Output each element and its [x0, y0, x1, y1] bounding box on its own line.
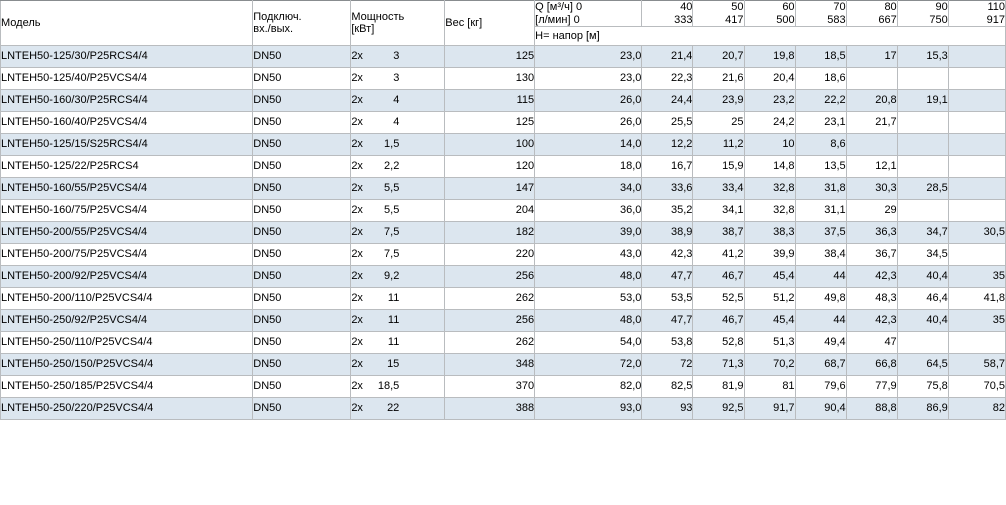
table-row[interactable]: [1, 90, 1006, 112]
table-row[interactable]: [1, 398, 1006, 420]
cell-head-4: 18,6: [795, 68, 846, 90]
cell-head-4: 23,1: [795, 112, 846, 134]
cell-head-2: 20,7: [693, 46, 744, 68]
cell-head-5: 20,8: [846, 90, 897, 112]
cell-head-3: 45,4: [744, 266, 795, 288]
table-row[interactable]: [1, 156, 1006, 178]
cell-head-6: [897, 200, 948, 222]
header-power-line1: Мощность: [351, 10, 405, 23]
header-flow-0-lmin: 0: [573, 13, 580, 26]
power-multiplier: 2х: [351, 314, 363, 327]
cell-model: LNTEH50-125/15/S25RCS4/4: [1, 134, 253, 156]
header-flow-q-m3h-row: [535, 1, 641, 14]
cell-head-2: 23,9: [693, 90, 744, 112]
cell-head-1: 25,5: [642, 112, 693, 134]
cell-head-0: 53,0: [535, 288, 642, 310]
cell-head-7: [948, 156, 1005, 178]
power-multiplier: 2х: [351, 270, 363, 283]
cell-head-6: 46,4: [897, 288, 948, 310]
table-row[interactable]: [1, 244, 1006, 266]
cell-model: LNTEH50-125/22/P25RCS4: [1, 156, 253, 178]
cell-power: [351, 112, 445, 134]
cell-head-3: 51,2: [744, 288, 795, 310]
power-value: 9,2: [384, 270, 400, 283]
power-multiplier: 2х: [351, 116, 363, 129]
cell-head-0: 23,0: [535, 46, 642, 68]
cell-head-0: 43,0: [535, 244, 642, 266]
cell-head-0: 34,0: [535, 178, 642, 200]
header-napor: H= напор [м]: [535, 27, 1006, 46]
cell-head-4: 68,7: [795, 354, 846, 376]
power-multiplier: 2х: [351, 94, 363, 107]
cell-head-0: 14,0: [535, 134, 642, 156]
power-multiplier: 2х: [351, 248, 363, 261]
cell-connection: DN50: [253, 200, 351, 222]
cell-weight: 125: [445, 112, 535, 134]
power-value: 15: [387, 358, 400, 371]
cell-head-4: 18,5: [795, 46, 846, 68]
cell-head-5: 30,3: [846, 178, 897, 200]
cell-head-0: 26,0: [535, 90, 642, 112]
cell-head-6: 28,5: [897, 178, 948, 200]
cell-head-1: 42,3: [642, 244, 693, 266]
cell-head-1: 47,7: [642, 310, 693, 332]
power-value: 22: [387, 402, 400, 415]
cell-head-3: 39,9: [744, 244, 795, 266]
cell-head-3: 70,2: [744, 354, 795, 376]
cell-model: LNTEH50-160/75/P25VCS4/4: [1, 200, 253, 222]
cell-head-5: 36,7: [846, 244, 897, 266]
header-flow-4-lmin: 583: [827, 13, 846, 26]
cell-head-4: 31,8: [795, 178, 846, 200]
header-flow-6-m3h: 90: [935, 1, 948, 13]
cell-model: LNTEH50-160/40/P25VCS4/4: [1, 112, 253, 134]
cell-head-0: 48,0: [535, 266, 642, 288]
cell-head-5: 12,1: [846, 156, 897, 178]
cell-head-2: 11,2: [693, 134, 744, 156]
cell-head-5: 77,9: [846, 376, 897, 398]
cell-head-6: 15,3: [897, 46, 948, 68]
cell-power: [351, 332, 445, 354]
header-model: Модель: [1, 1, 253, 46]
cell-power: [351, 90, 445, 112]
cell-model: LNTEH50-160/55/P25VCS4/4: [1, 178, 253, 200]
cell-head-4: 90,4: [795, 398, 846, 420]
header-flow-4: [795, 1, 846, 27]
cell-head-2: 46,7: [693, 310, 744, 332]
table-row[interactable]: [1, 376, 1006, 398]
power-value: 3: [393, 72, 400, 85]
cell-connection: DN50: [253, 112, 351, 134]
cell-head-7: 70,5: [948, 376, 1005, 398]
cell-head-2: 71,3: [693, 354, 744, 376]
cell-head-3: 32,8: [744, 178, 795, 200]
power-value: 2,2: [384, 160, 400, 173]
cell-weight: 388: [445, 398, 535, 420]
header-flow-0: [535, 1, 642, 27]
cell-head-4: 22,2: [795, 90, 846, 112]
cell-weight: 220: [445, 244, 535, 266]
cell-head-6: 40,4: [897, 310, 948, 332]
header-flow-7-m3h: 110: [987, 1, 1005, 13]
cell-weight: 115: [445, 90, 535, 112]
table-row[interactable]: [1, 200, 1006, 222]
cell-head-5: [846, 134, 897, 156]
cell-power: [351, 310, 445, 332]
cell-head-5: 42,3: [846, 310, 897, 332]
power-value: 4: [393, 116, 400, 129]
power-value: 5,5: [384, 204, 400, 217]
cell-head-5: 66,8: [846, 354, 897, 376]
cell-power: [351, 178, 445, 200]
header-flow-3-lmin: 500: [776, 13, 795, 26]
cell-head-3: 45,4: [744, 310, 795, 332]
table-header: [1, 1, 1006, 46]
cell-head-6: 34,7: [897, 222, 948, 244]
cell-model: LNTEH50-125/40/P25VCS4/4: [1, 68, 253, 90]
header-flow-3-m3h: 60: [782, 1, 795, 13]
cell-head-3: 81: [744, 376, 795, 398]
cell-head-0: 72,0: [535, 354, 642, 376]
cell-head-7: 35: [948, 310, 1005, 332]
cell-connection: DN50: [253, 332, 351, 354]
header-flow-6: [897, 1, 948, 27]
power-multiplier: 2х: [351, 226, 363, 239]
cell-connection: DN50: [253, 244, 351, 266]
cell-connection: DN50: [253, 354, 351, 376]
power-value: 18,5: [377, 380, 400, 393]
cell-head-7: [948, 244, 1005, 266]
cell-head-5: 21,7: [846, 112, 897, 134]
cell-head-7: 41,8: [948, 288, 1005, 310]
cell-model: LNTEH50-200/55/P25VCS4/4: [1, 222, 253, 244]
header-row-main: [1, 1, 1006, 27]
cell-head-6: 64,5: [897, 354, 948, 376]
cell-weight: 262: [445, 332, 535, 354]
cell-power: [351, 266, 445, 288]
power-value: 4: [393, 94, 400, 107]
header-flow-q-lmin-row: [535, 14, 641, 27]
cell-power: [351, 354, 445, 376]
power-value: 11: [387, 314, 400, 327]
cell-head-1: 47,7: [642, 266, 693, 288]
header-connection-line2: вх./вых.: [253, 23, 294, 36]
cell-weight: 262: [445, 288, 535, 310]
cell-power: [351, 222, 445, 244]
power-value: 11: [387, 336, 400, 349]
cell-head-2: 52,5: [693, 288, 744, 310]
cell-head-2: 81,9: [693, 376, 744, 398]
header-flow-0-m3h: 0: [575, 1, 583, 13]
header-flow-1-lmin: 333: [674, 13, 693, 26]
cell-head-1: 53,5: [642, 288, 693, 310]
cell-head-3: 51,3: [744, 332, 795, 354]
header-flow-q-m3h-label: Q [м³/ч]: [535, 1, 573, 13]
power-value: 11: [387, 292, 400, 305]
cell-head-3: 23,2: [744, 90, 795, 112]
cell-connection: DN50: [253, 178, 351, 200]
power-multiplier: 2х: [351, 72, 363, 85]
cell-head-6: [897, 112, 948, 134]
power-value: 5,5: [384, 182, 400, 195]
table-row[interactable]: [1, 266, 1006, 288]
cell-head-2: 25: [693, 112, 744, 134]
cell-head-3: 91,7: [744, 398, 795, 420]
cell-connection: DN50: [253, 398, 351, 420]
power-multiplier: 2х: [351, 160, 363, 173]
cell-head-7: [948, 46, 1005, 68]
cell-head-0: 48,0: [535, 310, 642, 332]
cell-head-1: 35,2: [642, 200, 693, 222]
cell-head-3: 38,3: [744, 222, 795, 244]
cell-head-3: 20,4: [744, 68, 795, 90]
cell-head-4: 13,5: [795, 156, 846, 178]
header-flow-5-lmin: 667: [878, 13, 897, 26]
header-connection: [253, 1, 351, 46]
cell-weight: 120: [445, 156, 535, 178]
cell-head-6: 40,4: [897, 266, 948, 288]
cell-head-2: 33,4: [693, 178, 744, 200]
header-flow-2-m3h: 50: [731, 1, 744, 13]
header-flow-7: [948, 1, 1005, 27]
cell-head-2: 15,9: [693, 156, 744, 178]
cell-model: LNTEH50-125/30/P25RCS4/4: [1, 46, 253, 68]
cell-head-1: 16,7: [642, 156, 693, 178]
table-row[interactable]: [1, 310, 1006, 332]
cell-power: [351, 156, 445, 178]
cell-weight: 125: [445, 46, 535, 68]
header-flow-1-m3h: 40: [680, 1, 693, 13]
power-multiplier: 2х: [351, 402, 363, 415]
header-weight: Вес [кг]: [445, 1, 535, 46]
cell-head-4: 49,8: [795, 288, 846, 310]
header-flow-6-lmin: 750: [929, 13, 948, 26]
cell-head-1: 38,9: [642, 222, 693, 244]
table-row[interactable]: [1, 178, 1006, 200]
cell-head-5: 48,3: [846, 288, 897, 310]
cell-head-5: 36,3: [846, 222, 897, 244]
cell-head-7: 35: [948, 266, 1005, 288]
header-connection-line1: Подключ.: [253, 10, 302, 23]
cell-head-2: 92,5: [693, 398, 744, 420]
cell-head-4: 37,5: [795, 222, 846, 244]
header-flow-7-lmin: 917: [986, 13, 1005, 26]
cell-connection: DN50: [253, 310, 351, 332]
cell-head-5: 88,8: [846, 398, 897, 420]
cell-model: LNTEH50-250/185/P25VCS4/4: [1, 376, 253, 398]
cell-power: [351, 376, 445, 398]
cell-head-4: 44: [795, 266, 846, 288]
cell-model: LNTEH50-250/150/P25VCS4/4: [1, 354, 253, 376]
cell-connection: DN50: [253, 376, 351, 398]
cell-head-7: 82: [948, 398, 1005, 420]
cell-head-4: 79,6: [795, 376, 846, 398]
cell-connection: DN50: [253, 134, 351, 156]
table-row[interactable]: [1, 332, 1006, 354]
cell-head-1: 33,6: [642, 178, 693, 200]
power-value: 3: [393, 50, 400, 63]
header-flow-5: [846, 1, 897, 27]
cell-head-3: 32,8: [744, 200, 795, 222]
cell-head-7: [948, 112, 1005, 134]
cell-head-4: 44: [795, 310, 846, 332]
power-multiplier: 2х: [351, 138, 363, 151]
cell-weight: 130: [445, 68, 535, 90]
cell-head-7: [948, 68, 1005, 90]
cell-head-3: 24,2: [744, 112, 795, 134]
header-flow-4-m3h: 70: [833, 1, 846, 13]
cell-power: [351, 46, 445, 68]
cell-head-0: 23,0: [535, 68, 642, 90]
header-power-line2: [кВт]: [351, 23, 375, 36]
cell-head-6: [897, 68, 948, 90]
cell-head-7: 58,7: [948, 354, 1005, 376]
cell-head-5: [846, 68, 897, 90]
table-row[interactable]: [1, 354, 1006, 376]
cell-model: LNTEH50-200/110/P25VCS4/4: [1, 288, 253, 310]
cell-weight: 256: [445, 310, 535, 332]
table-row[interactable]: [1, 288, 1006, 310]
cell-head-5: 29: [846, 200, 897, 222]
cell-power: [351, 68, 445, 90]
cell-power: [351, 134, 445, 156]
cell-head-2: 38,7: [693, 222, 744, 244]
cell-head-3: 14,8: [744, 156, 795, 178]
cell-head-1: 72: [642, 354, 693, 376]
cell-head-1: 82,5: [642, 376, 693, 398]
cell-connection: DN50: [253, 90, 351, 112]
power-multiplier: 2х: [351, 50, 363, 63]
cell-head-3: 10: [744, 134, 795, 156]
cell-weight: 100: [445, 134, 535, 156]
table-row[interactable]: [1, 134, 1006, 156]
power-multiplier: 2х: [351, 380, 363, 393]
table-row[interactable]: [1, 112, 1006, 134]
cell-head-2: 52,8: [693, 332, 744, 354]
header-flow-2-lmin: 417: [725, 13, 744, 26]
cell-weight: 204: [445, 200, 535, 222]
power-multiplier: 2х: [351, 182, 363, 195]
cell-head-5: 17: [846, 46, 897, 68]
cell-model: LNTEH50-160/30/P25RCS4/4: [1, 90, 253, 112]
cell-head-1: 53,8: [642, 332, 693, 354]
cell-head-4: 49,4: [795, 332, 846, 354]
header-flow-q-lmin-label: [л/мин]: [535, 13, 571, 26]
cell-head-2: 21,6: [693, 68, 744, 90]
cell-head-2: 34,1: [693, 200, 744, 222]
table-row[interactable]: [1, 222, 1006, 244]
power-value: 7,5: [384, 226, 400, 239]
cell-head-0: 26,0: [535, 112, 642, 134]
cell-weight: 182: [445, 222, 535, 244]
cell-head-6: [897, 332, 948, 354]
table-row[interactable]: [1, 68, 1006, 90]
header-flow-1: [642, 1, 693, 27]
cell-model: LNTEH50-200/92/P25VCS4/4: [1, 266, 253, 288]
cell-connection: DN50: [253, 288, 351, 310]
cell-head-4: 38,4: [795, 244, 846, 266]
cell-head-7: [948, 134, 1005, 156]
cell-connection: DN50: [253, 46, 351, 68]
header-flow-3: [744, 1, 795, 27]
cell-head-5: 42,3: [846, 266, 897, 288]
power-value: 1,5: [384, 138, 400, 151]
cell-head-0: 93,0: [535, 398, 642, 420]
cell-head-6: 75,8: [897, 376, 948, 398]
cell-head-0: 54,0: [535, 332, 642, 354]
cell-head-6: [897, 156, 948, 178]
cell-head-0: 36,0: [535, 200, 642, 222]
cell-model: LNTEH50-200/75/P25VCS4/4: [1, 244, 253, 266]
cell-head-7: [948, 178, 1005, 200]
cell-head-2: 41,2: [693, 244, 744, 266]
cell-head-1: 22,3: [642, 68, 693, 90]
cell-head-6: 34,5: [897, 244, 948, 266]
cell-head-6: 19,1: [897, 90, 948, 112]
header-flow-5-m3h: 80: [884, 1, 897, 13]
power-multiplier: 2х: [351, 292, 363, 305]
cell-head-1: 21,4: [642, 46, 693, 68]
power-multiplier: 2х: [351, 336, 363, 349]
cell-connection: DN50: [253, 222, 351, 244]
cell-power: [351, 244, 445, 266]
cell-head-7: [948, 200, 1005, 222]
cell-head-6: 86,9: [897, 398, 948, 420]
cell-head-7: [948, 90, 1005, 112]
table-body: [1, 46, 1006, 420]
table-row[interactable]: [1, 46, 1006, 68]
cell-model: LNTEH50-250/110/P25VCS4/4: [1, 332, 253, 354]
cell-head-7: [948, 332, 1005, 354]
cell-power: [351, 398, 445, 420]
cell-power: [351, 200, 445, 222]
cell-weight: 348: [445, 354, 535, 376]
cell-weight: 147: [445, 178, 535, 200]
cell-head-1: 93: [642, 398, 693, 420]
cell-connection: DN50: [253, 68, 351, 90]
cell-model: LNTEH50-250/220/P25VCS4/4: [1, 398, 253, 420]
cell-head-1: 24,4: [642, 90, 693, 112]
power-value: 7,5: [384, 248, 400, 261]
cell-head-2: 46,7: [693, 266, 744, 288]
cell-head-7: 30,5: [948, 222, 1005, 244]
cell-connection: DN50: [253, 156, 351, 178]
cell-head-0: 39,0: [535, 222, 642, 244]
cell-head-3: 19,8: [744, 46, 795, 68]
power-multiplier: 2х: [351, 204, 363, 217]
cell-model: LNTEH50-250/92/P25VCS4/4: [1, 310, 253, 332]
cell-head-4: 31,1: [795, 200, 846, 222]
cell-connection: DN50: [253, 266, 351, 288]
cell-head-0: 82,0: [535, 376, 642, 398]
header-flow-2: [693, 1, 744, 27]
cell-head-6: [897, 134, 948, 156]
header-power: [351, 1, 445, 46]
power-multiplier: 2х: [351, 358, 363, 371]
cell-power: [351, 288, 445, 310]
cell-weight: 256: [445, 266, 535, 288]
cell-head-1: 12,2: [642, 134, 693, 156]
cell-head-0: 18,0: [535, 156, 642, 178]
cell-head-4: 8,6: [795, 134, 846, 156]
cell-head-5: 47: [846, 332, 897, 354]
cell-weight: 370: [445, 376, 535, 398]
